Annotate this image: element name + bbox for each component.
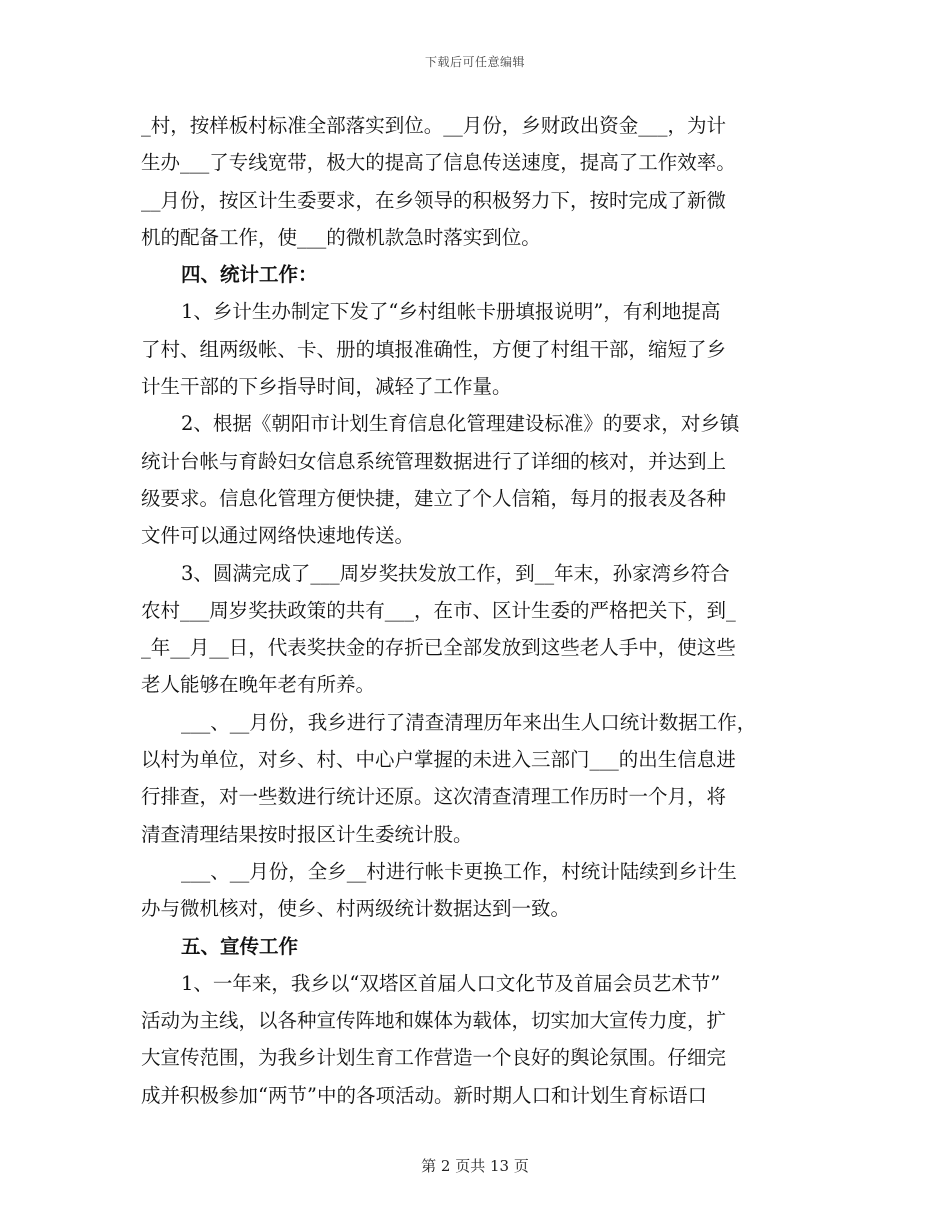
text-line: _村，按样板村标准全部落实到位。__月份，乡财政出资金___，为计: [141, 114, 727, 137]
text-line: 3、圆满完成了___周岁奖扶发放工作，到__年末，孙家湾乡符合: [181, 561, 730, 585]
text-line: 行排查，对一些数进行统计还原。这次清查清理工作历时一个月，将: [141, 785, 727, 809]
section-heading: 四、统计工作：: [181, 263, 318, 287]
text-line: 大宣传范围，为我乡计划生育工作营造一个良好的舆论氛围。仔细完: [141, 1046, 727, 1070]
text-line: 1、乡计生办制定下发了“乡村组帐卡册填报说明”，有利地提高: [181, 300, 721, 324]
text-line: 老人能够在晚年老有所养。: [141, 673, 376, 697]
text-line: 统计台帐与育龄妇女信息系统管理数据进行了详细的核对，并达到上: [141, 449, 727, 473]
document-body: [141, 107, 811, 1114]
text-line: 级要求。信息化管理方便快捷，建立了个人信箱，每月的报表及各种: [141, 486, 727, 510]
text-line: 农村___周岁奖扶政策的共有___，在市、区计生委的严格把关下，到_: [141, 598, 736, 622]
text-line: 2、根据《朝阳市计划生育信息化管理建设标准》的要求，对乡镇: [181, 412, 740, 436]
text-line: 机的配备工作，使___的微机款急时落实到位。: [141, 225, 541, 249]
text-line: 办与微机核对，使乡、村两级统计数据达到一致。: [141, 897, 571, 921]
text-line: 以村为单位，对乡、村、中心户掌握的未进入三部门___的出生信息进: [141, 748, 736, 772]
text-line: 生办___了专线宽带，极大的提高了信息传送速度，提高了工作效率。: [141, 151, 736, 175]
header-note: 下载后可任意编辑: [424, 55, 525, 69]
text-line: 文件可以通过网络快速地传送。: [141, 524, 415, 548]
text-line: _年__月__日，代表奖扶金的存折已全部发放到这些老人手中，使这些: [141, 636, 736, 660]
text-line: 成并积极参加“两节”中的各项活动。新时期人口和计划生育标语口: [141, 1083, 707, 1107]
section-heading: 五、宣传工作: [181, 934, 299, 958]
text-line: 1、一年来，我乡以“双塔区首届人口文化节及首届会员艺术节”: [181, 971, 721, 995]
page-footer: 第 2 页共 13 页: [421, 1157, 529, 1175]
text-line: ___、__月份，全乡__村进行帐卡更换工作，村统计陆续到乡计生: [181, 859, 737, 883]
text-line: __月份，按区计生委要求，在乡领导的积极努力下，按时完成了新微: [141, 188, 727, 212]
text-line: 了村、组两级帐、卡、册的填报准确性，方便了村组干部，缩短了乡: [141, 337, 727, 361]
text-line: 清查清理结果按时报区计生委统计股。: [141, 822, 473, 846]
text-line: ___、__月份，我乡进行了清查清理历年来出生人口统计数据工作，: [181, 710, 757, 734]
text-line: 活动为主线，以各种宣传阵地和媒体为载体，切实加大宣传力度，扩: [141, 1009, 727, 1033]
text-line: 计生干部的下乡指导时间，减轻了工作量。: [141, 375, 512, 399]
